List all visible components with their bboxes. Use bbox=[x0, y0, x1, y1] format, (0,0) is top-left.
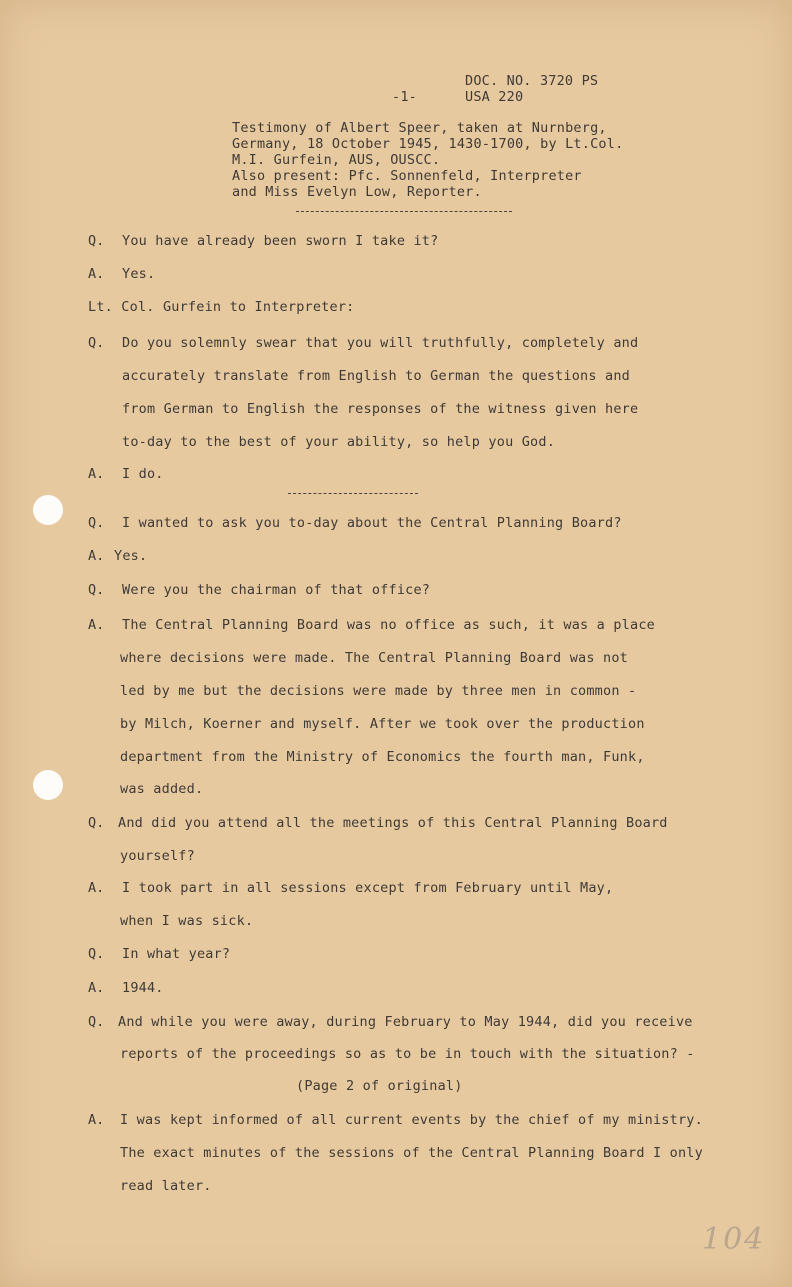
transcript-line: In what year? bbox=[122, 946, 231, 962]
transcript-line: Yes. bbox=[114, 548, 148, 564]
page-number: -1- bbox=[392, 89, 417, 105]
doc-number: DOC. NO. 3720 PS bbox=[465, 73, 599, 89]
section-divider bbox=[288, 493, 418, 494]
speaker-label: A. bbox=[88, 548, 105, 564]
transcript-line: I was kept informed of all current events by the chief of my ministry. bbox=[120, 1112, 703, 1128]
intro-line: Also present: Pfc. Sonnenfeld, Interpreter bbox=[232, 168, 582, 184]
transcript-line: was added. bbox=[120, 781, 204, 797]
speaker-label: Q. bbox=[88, 335, 105, 351]
transcript-line: reports of the proceedings so as to be in touch with the situation? - bbox=[120, 1046, 695, 1062]
transcript-line: Yes. bbox=[122, 266, 156, 282]
speaker-label: Q. bbox=[88, 233, 105, 249]
speaker-label: A. bbox=[88, 880, 105, 896]
transcript-line: I took part in all sessions except from February until May, bbox=[122, 880, 614, 896]
punch-hole-bottom bbox=[33, 770, 63, 800]
transcript-line: by Milch, Koerner and myself. After we took over the production bbox=[120, 716, 645, 732]
speaker-label: A. bbox=[88, 466, 105, 482]
punch-hole-top bbox=[33, 495, 63, 525]
speaker-label: Q. bbox=[88, 515, 105, 531]
speaker-label: A. bbox=[88, 1112, 105, 1128]
transcript-line: led by me but the decisions were made by three men in common - bbox=[120, 683, 637, 699]
speaker-label: A. bbox=[88, 617, 105, 633]
transcript-line: The exact minutes of the sessions of the Central Planning Board I only bbox=[120, 1145, 703, 1161]
transcript-line: Do you solemnly swear that you will truthfully, completely and bbox=[122, 335, 639, 351]
speaker-label: Q. bbox=[88, 946, 105, 962]
speaker-label: Q. bbox=[88, 582, 105, 598]
intro-line: M.I. Gurfein, AUS, OUSCC. bbox=[232, 152, 441, 168]
transcript-line: when I was sick. bbox=[120, 913, 254, 929]
transcript-line: 1944. bbox=[122, 980, 164, 996]
transcript-line: I wanted to ask you to-day about the Central Planning Board? bbox=[122, 515, 622, 531]
transcript-line: You have already been sworn I take it? bbox=[122, 233, 439, 249]
transcript-line: from German to English the responses of the witness given here bbox=[122, 401, 639, 417]
transcript-line: I do. bbox=[122, 466, 164, 482]
transcript-line: And while you were away, during February to May 1944, did you receive bbox=[118, 1014, 693, 1030]
speaker-label: A. bbox=[88, 980, 105, 996]
intro-line: Germany, 18 October 1945, 1430-1700, by Lt.Col. bbox=[232, 136, 624, 152]
handwritten-page-number: 104 bbox=[702, 1222, 766, 1257]
transcript-line: Lt. Col. Gurfein to Interpreter: bbox=[88, 299, 355, 315]
transcript-line: And did you attend all the meetings of this Central Planning Board bbox=[118, 815, 668, 831]
original-page-note: (Page 2 of original) bbox=[296, 1078, 463, 1094]
transcript-line: read later. bbox=[120, 1178, 212, 1194]
transcript-line: where decisions were made. The Central Planning Board was not bbox=[120, 650, 628, 666]
transcript-line: Were you the chairman of that office? bbox=[122, 582, 431, 598]
intro-line: and Miss Evelyn Low, Reporter. bbox=[232, 184, 482, 200]
usa-number: USA 220 bbox=[465, 89, 524, 105]
header-divider bbox=[296, 211, 512, 212]
transcript-line: department from the Ministry of Economics the fourth man, Funk, bbox=[120, 749, 645, 765]
transcript-line: to-day to the best of your ability, so help you God. bbox=[122, 434, 556, 450]
transcript-line: accurately translate from English to German the questions and bbox=[122, 368, 630, 384]
speaker-label: Q. bbox=[88, 815, 105, 831]
transcript-line: yourself? bbox=[120, 848, 195, 864]
speaker-label: A. bbox=[88, 266, 105, 282]
transcript-line: The Central Planning Board was no office as such, it was a place bbox=[122, 617, 655, 633]
intro-line: Testimony of Albert Speer, taken at Nurnberg, bbox=[232, 120, 607, 136]
speaker-label: Q. bbox=[88, 1014, 105, 1030]
